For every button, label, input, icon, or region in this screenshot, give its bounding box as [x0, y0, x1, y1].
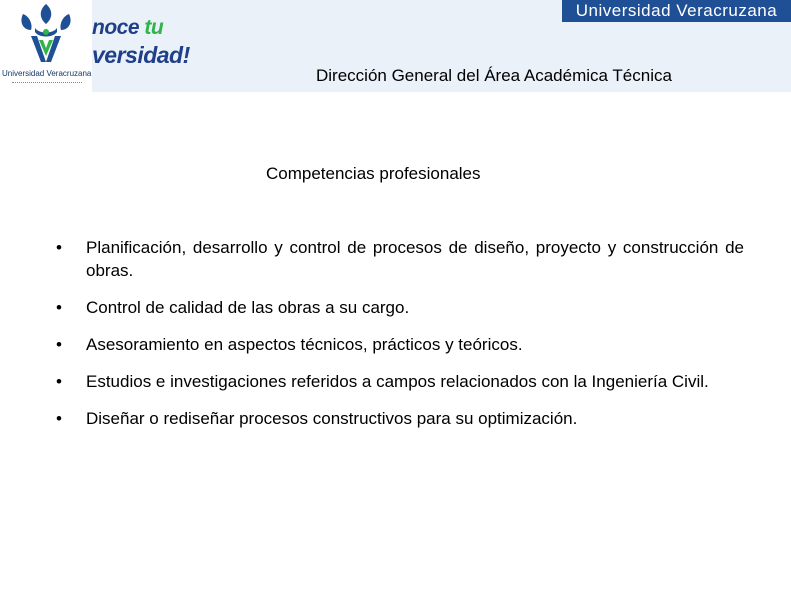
slogan-accent: tu — [144, 16, 164, 39]
slogan-line-2 — [92, 42, 190, 69]
slogan-prefix: noce — [92, 16, 145, 39]
slogan-line-1 — [92, 16, 163, 40]
list-item — [56, 236, 744, 282]
bullet: • — [56, 335, 62, 354]
bullet: • — [56, 238, 62, 257]
logo-subcaption-divider — [12, 82, 82, 86]
university-name-bar: Universidad Veracruzana — [562, 0, 791, 22]
department-title: Dirección General del Área Académica Técnica — [316, 66, 672, 85]
page-header — [0, 0, 791, 92]
uv-logo — [0, 0, 92, 92]
list-item — [56, 296, 744, 319]
competencies-list — [56, 236, 744, 444]
page-title: Competencias profesionales — [266, 164, 481, 183]
bullet: • — [56, 372, 62, 391]
uv-emblem-icon — [17, 2, 75, 68]
bullet: • — [56, 298, 62, 317]
logo-caption: Universidad Veracruzana — [2, 69, 92, 78]
list-item-text: Planificación, desarrollo y control de procesos de diseño, proyecto y construcción de obras. — [86, 238, 744, 280]
slogan-word: versidad — [92, 42, 183, 68]
list-item-text: Estudios e investigaciones referidos a campos relacionados con la Ingeniería Civil. — [86, 372, 709, 391]
slogan — [92, 12, 202, 74]
list-item — [56, 370, 744, 393]
list-item — [56, 333, 744, 356]
list-item-text: Diseñar o rediseñar procesos constructivos para su optimización. — [86, 409, 578, 428]
bullet: • — [56, 409, 62, 428]
list-item-text: Control de calidad de las obras a su cargo. — [86, 298, 410, 317]
list-item-text: Asesoramiento en aspectos técnicos, prácticos y teóricos. — [86, 335, 523, 354]
slogan-exclamation: ! — [182, 42, 190, 68]
list-item — [56, 407, 744, 430]
